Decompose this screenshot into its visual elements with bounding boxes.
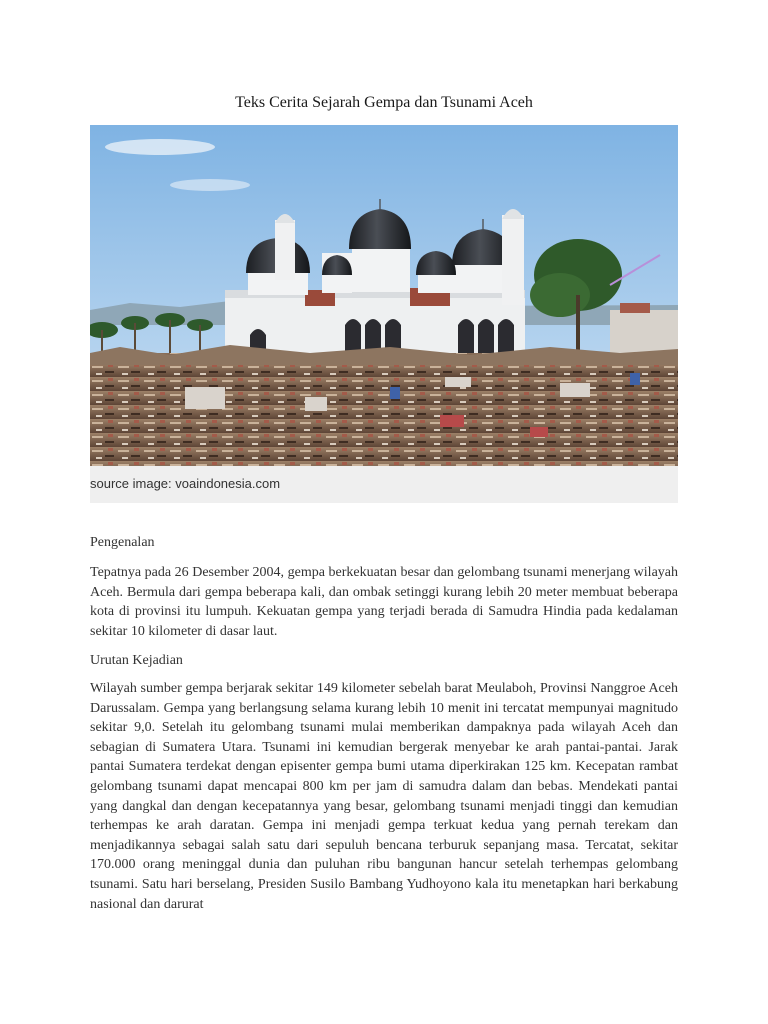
paragraph-urutan-kejadian: Wilayah sumber gempa berjarak sekitar 149 kilometer sebelah barat Meulaboh, Provinsi Nanggroe Aceh Darussalam. Gempa yang berlangsung selama kurang lebih 10 menit ini tercatat mempunyai magnitudo sekitar 9,0. Setelah itu gelombang tsunami mulai memberikan dampaknya pada wilayah Aceh dan sebagian di Sumatera Utara. Tsunami ini kemudian bergerak menyebar ke arah pantai-pantai. Jarak pantai Sumatera terdekat dengan episenter gempa bumi utama diperkirakan 125 km. Kecepatan rambat gelombang tsunami dapat mencapai 800 km per jam di samudra dalam dan bebas. Mendekati pantai yang dangkal dan dengan kecepatannya yang besar, gelombang tsunami menjadi tinggi dan kemudian terhempas ke arah daratan. Gempa ini menjadi gempa terkuat kedua yang pernah terekam dan menjadikannya sebagai salah satu dari sepuluh bencana terburuk sepanjang masa. Tercatat, sekitar 170.000 orang meninggal dunia dan puluhan ribu bangunan hancur setelah terhempas gelombang tsunami. Satu hari berselang, Presiden Susilo Bambang Yudhoyono kala itu menetapkan hari berkabung nasional dan darurat [90,681,678,912]
section-heading-urutan-kejadian: Urutan Kejadian [90,653,183,668]
page-title: Teks Cerita Sejarah Gempa dan Tsunami Aceh [235,94,533,111]
image-caption-box [90,466,678,503]
mosque-ruins-photo [90,125,678,466]
section-heading-pengenalan: Pengenalan [90,535,155,550]
paragraph-pengenalan: Tepatnya pada 26 Desember 2004, gempa berkekuatan besar dan gelombang tsunami menerjang wilayah Aceh. Bermula dari gempa beberapa kali, dan ombak setinggi kurang lebih 20 meter membuat beberapa kota di provinsi itu lumpuh. Kekuatan gempa yang terjadi berada di Samudra Hindia pada kedalaman sekitar 10 kilometer di dasar laut. [90,565,678,639]
image-caption: source image: voaindonesia.com [90,476,281,491]
